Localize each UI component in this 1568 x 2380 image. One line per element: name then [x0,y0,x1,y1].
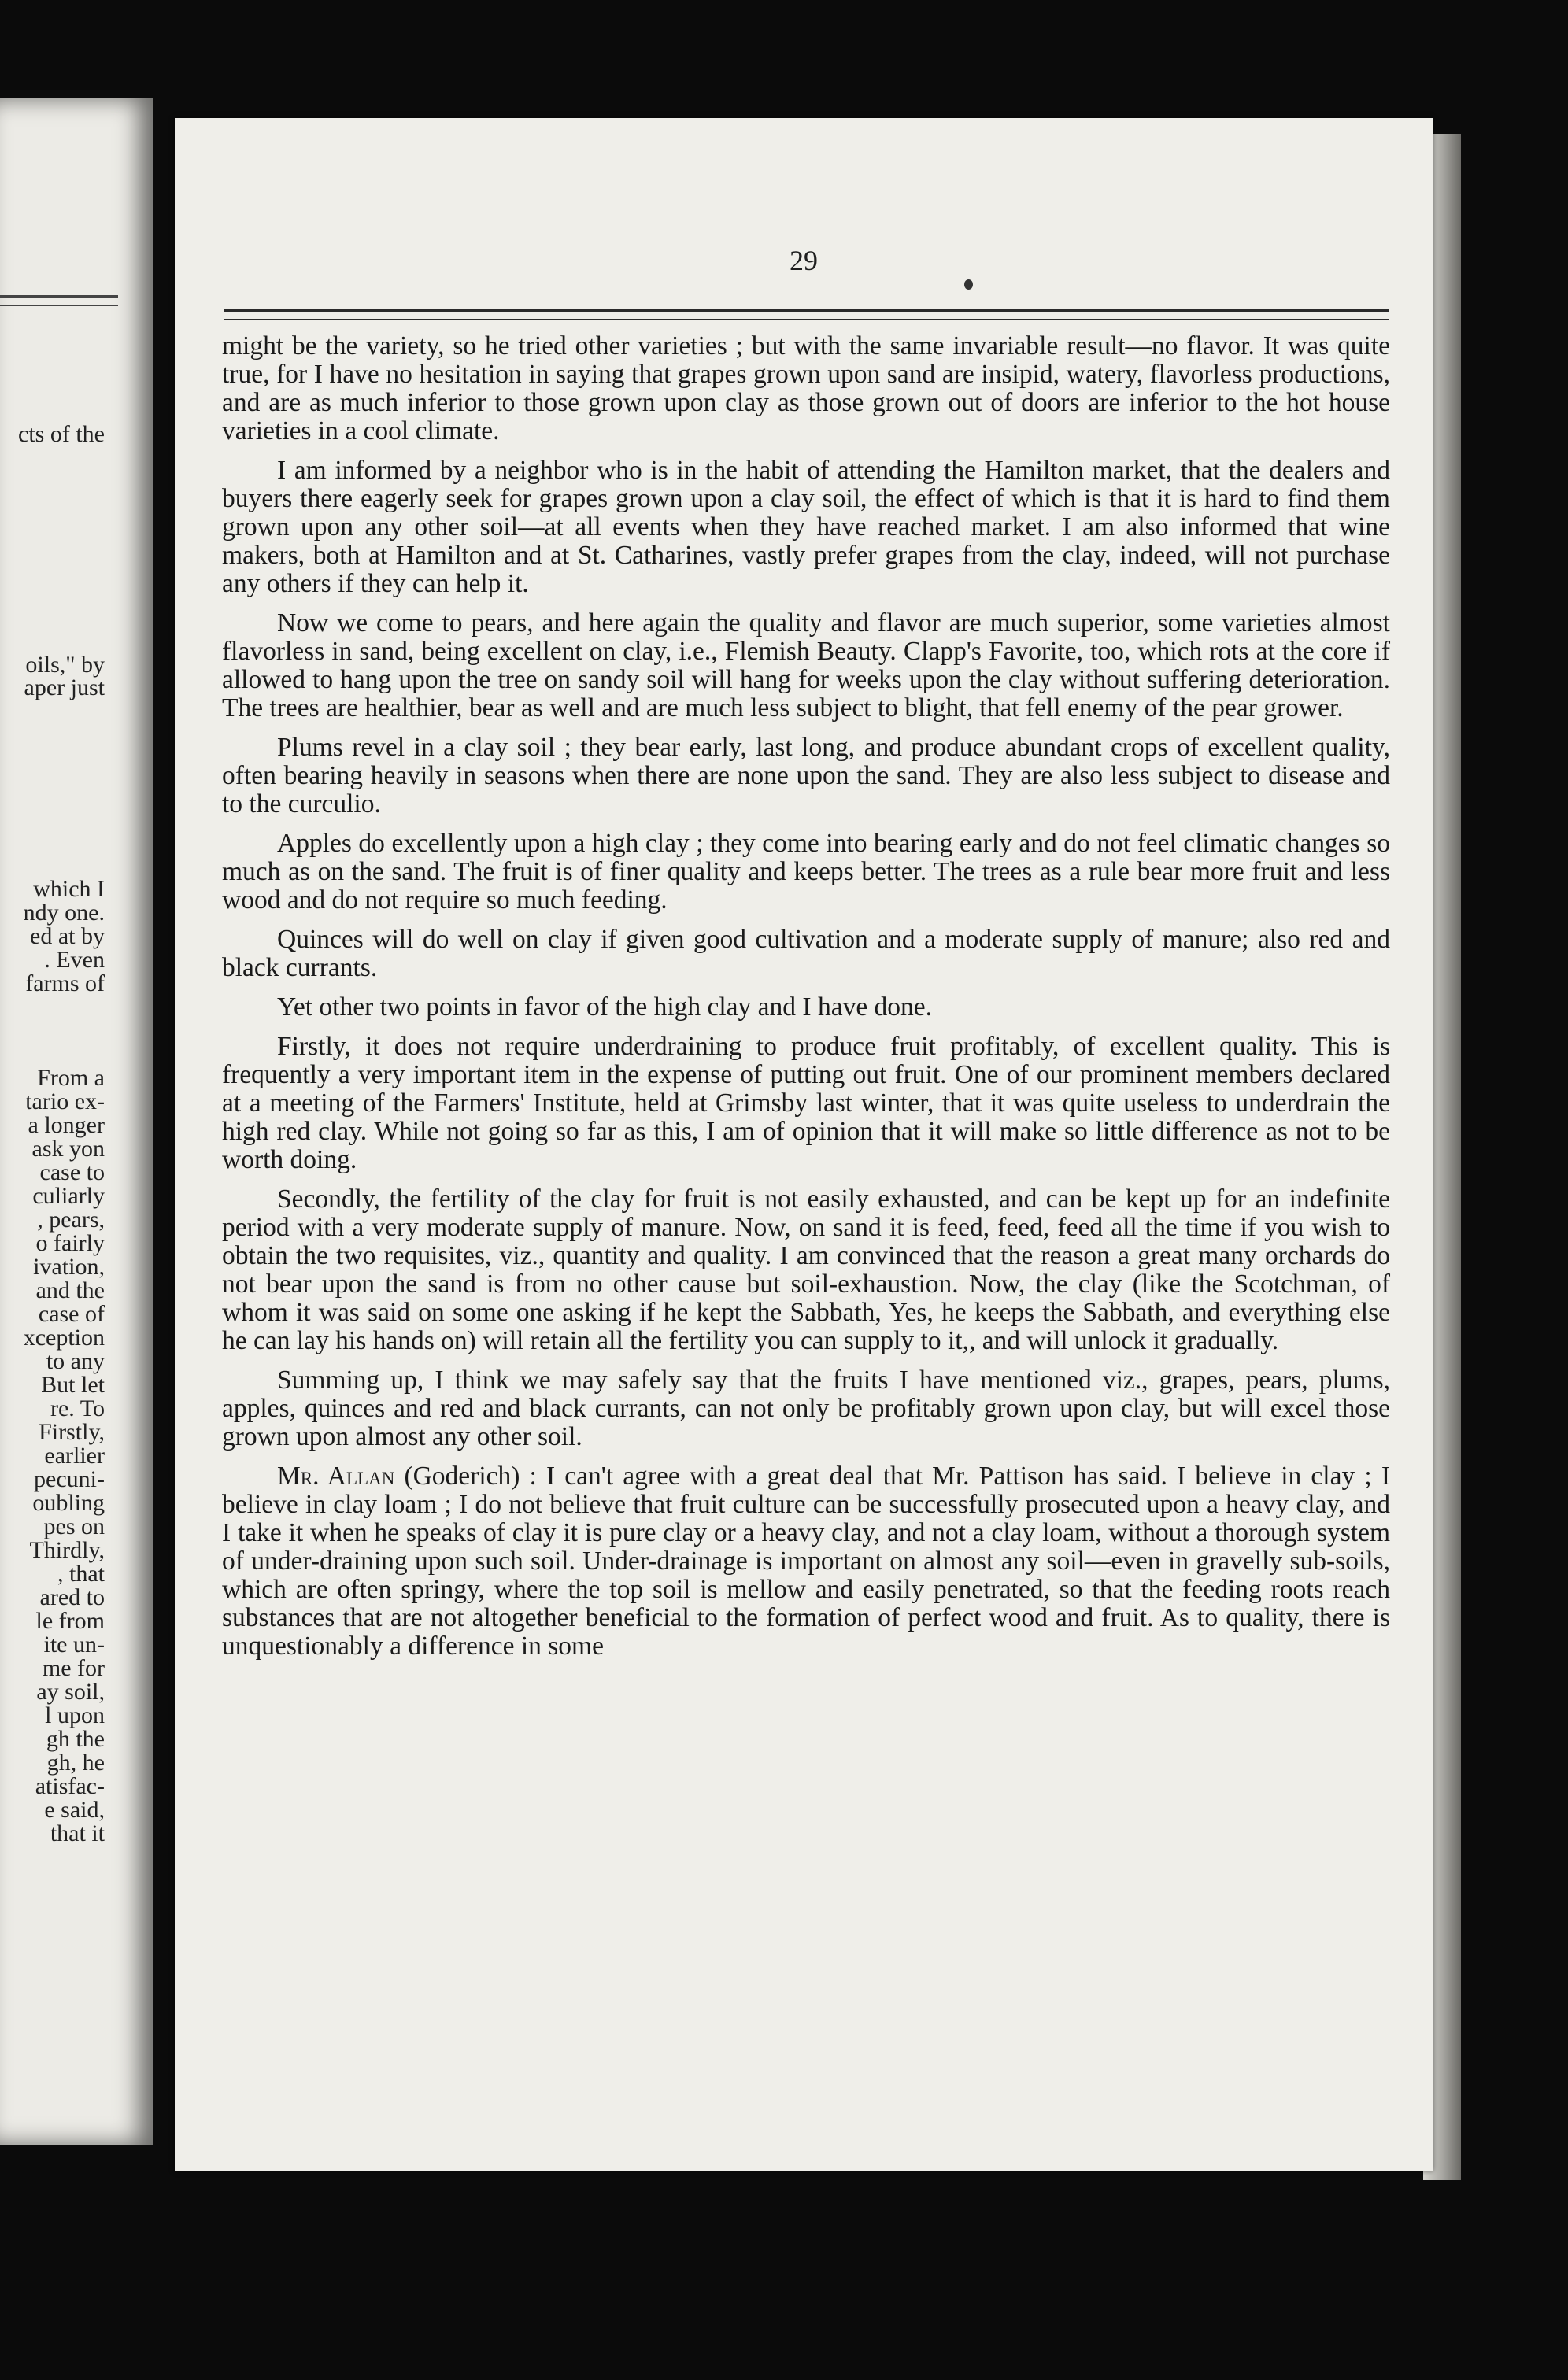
facing-page-text-fragment: oils," by [25,652,105,678]
facing-page-text-fragment: xception [23,1325,105,1351]
speaker-name: Mr. Allan [277,1462,395,1491]
paragraph: Apples do excellently upon a high clay ; they come into bearing early and do not feel climatic changes so much as on the sand. The fruit is of finer quality and keeps better. The trees as a rule bear more fruit and less wood and do not require so much feeding. [222,829,1390,915]
facing-page-text-fragment: , pears, [37,1207,105,1232]
facing-page-text-fragment: From a [37,1065,105,1091]
facing-page-text-fragment: ed at by [30,923,105,949]
facing-page-text-fragment: , that [57,1561,105,1587]
facing-page-rule [0,295,118,298]
facing-page-text-fragment: culiarly [32,1183,105,1209]
facing-page-text-fragment: case to [39,1159,105,1185]
facing-page-text-fragment: ask yon [31,1136,105,1162]
facing-page-text-fragment: e said, [44,1797,105,1823]
facing-page-text-fragment: Firstly, [39,1419,105,1445]
facing-page-text-fragment: ared to [39,1584,105,1610]
facing-page-text-fragment: l upon [45,1702,105,1728]
facing-page-text-fragment: earlier [44,1443,105,1469]
facing-page-text-fragment: ndy one. [23,900,105,926]
page-body [222,332,1390,1672]
facing-page-text-fragment: . Even [44,947,105,973]
paragraph: Secondly, the fertility of the clay for fruit is not easily exhausted, and can be kept up for an indefinite period with a very moderate supply of manure. Now, on sand it is feed, feed, feed all the time if you wish to obtain the two requisites, viz., quantity and quality. I am convinced that the reason a great many orchards do not bear upon the sand is from no other cause but soil-exhaustion. Now, the clay (like the Scotchman, of whom it was said on some one asking if he kept the Sabbath, Yes, he keeps the Sabbath, and everything else he can lay his hands on) will retain all the fertility you can supply to it,, and will unlock it gradually. [222,1184,1390,1355]
paragraph-speaker [222,1462,1390,1661]
facing-page-text-fragment: which I [33,876,105,902]
page-number: 29 [790,245,818,276]
paragraph: Quinces will do well on clay if given good cultivation and a moderate supply of manure; also red and black currants. [222,925,1390,982]
paragraph: Plums revel in a clay soil ; they bear early, last long, and produce abundant crops of excellent quality, often bearing heavily in seasons when there are none upon the sand. They are also less subject to disease and to the curculio. [222,733,1390,819]
facing-page-text-fragment: a longer [28,1112,105,1138]
paragraph: Firstly, it does not require underdraining to produce fruit profitably, of excellent quality. This is frequently a very important item in the expense of putting out fruit. One of our prominent members declared at a meeting of the Farmers' Institute, held at Grimsby last winter, that it was quite useless to underdrain the high red clay. While not going so far as this, I am of opinion that it will make so little difference as not to be worth doing. [222,1032,1390,1174]
speaker-text: (Goderich) : I can't agree with a great deal that Mr. Pattison has said. I believe in clay ; I believe in clay loam ; I do not believe that fruit culture can be successfully prosecuted upon a heavy clay, and I take it when he speaks of clay it is pure clay or a heavy clay, and not a clay loam, without a thorough system of under-draining upon such soil. Under-drainage is important on almost any soil—even in gravelly sub-soils, which are often springy, where the top soil is mellow and easily penetrated, so that the feeding roots reach substances that are not altogether beneficial to the formation of perfect wood and fruit. As to quality, there is unquestionably a difference in some [222,1462,1390,1661]
facing-page-text-fragment: to any [46,1348,105,1374]
facing-page-text-fragment: ay soil, [36,1679,105,1705]
facing-page-text-fragment: pecuni- [34,1466,105,1492]
facing-page-text-fragment: re. To [50,1395,105,1421]
facing-page [0,98,153,2145]
facing-page-text-fragment: le from [35,1608,105,1634]
facing-page-rule [0,305,118,306]
facing-page-text-fragment: case of [38,1301,105,1327]
facing-page-text-fragment: and the [35,1277,105,1303]
facing-page-text-fragment: that it [50,1820,105,1846]
facing-page-text-fragment: gh, he [46,1750,105,1776]
facing-page-text-fragment: o fairly [35,1230,105,1256]
facing-page-text-fragment: pes on [43,1513,105,1539]
paragraph: Yet other two points in favor of the high clay and I have done. [277,992,933,1022]
facing-page-text-fragment: tario ex- [25,1088,105,1114]
facing-page-text-fragment: me for [42,1655,105,1681]
facing-page-text-fragment: cts of the [18,421,105,447]
facing-page-text-fragment: ite un- [43,1632,105,1658]
facing-page-text-fragment: aper just [24,674,105,700]
facing-page-text-fragment: But let [41,1372,105,1398]
header-rule [224,309,1389,312]
facing-page-text-fragment: oubling [32,1490,105,1516]
facing-page-text-fragment: atisfac- [35,1773,105,1799]
facing-page-text-fragment: farms of [25,970,105,996]
facing-page-text-fragment: ivation, [33,1254,105,1280]
header-rule [224,319,1389,320]
paragraph: Summing up, I think we may safely say that the fruits I have mentioned viz., grapes, pears, plums, apples, quinces and red and black currants, can not only be profitably grown upon clay, but will excel those grown upon almost any other soil. [222,1366,1390,1451]
facing-page-text-fragment: gh the [46,1726,105,1752]
paragraph: Now we come to pears, and here again the quality and flavor are much superior, some varieties almost flavorless in sand, being excellent on clay, i.e., Flemish Beauty. Clapp's Favorite, too, which rots at the core if allowed to hang upon the tree on sandy soil will hang for weeks upon the clay without suffering deterioration. The trees are healthier, bear as well and are much less subject to blight, that fell enemy of the pear grower. [222,608,1390,722]
paragraph: might be the variety, so he tried other varieties ; but with the same invariable result—no flavor. It was quite true, for I have no hesitation in saying that grapes grown upon sand are insipid, watery, flavorless productions, and are as much inferior to those grown upon clay as those grown out of doors are inferior to the hot house varieties in a cool climate. [222,331,1390,445]
paragraph: I am informed by a neighbor who is in the habit of attending the Hamilton market, that the dealers and buyers there eagerly seek for grapes grown upon a clay soil, the effect of which is that it is hard to find them grown upon any other soil—at all events when they have reached market. I am also informed that wine makers, both at Hamilton and at St. Catharines, vastly prefer grapes from the clay, indeed, will not purchase any others if they can help it. [222,456,1390,598]
ink-dot [964,279,973,290]
facing-page-text-fragment: Thirdly, [29,1537,105,1563]
book-page [175,118,1433,2171]
